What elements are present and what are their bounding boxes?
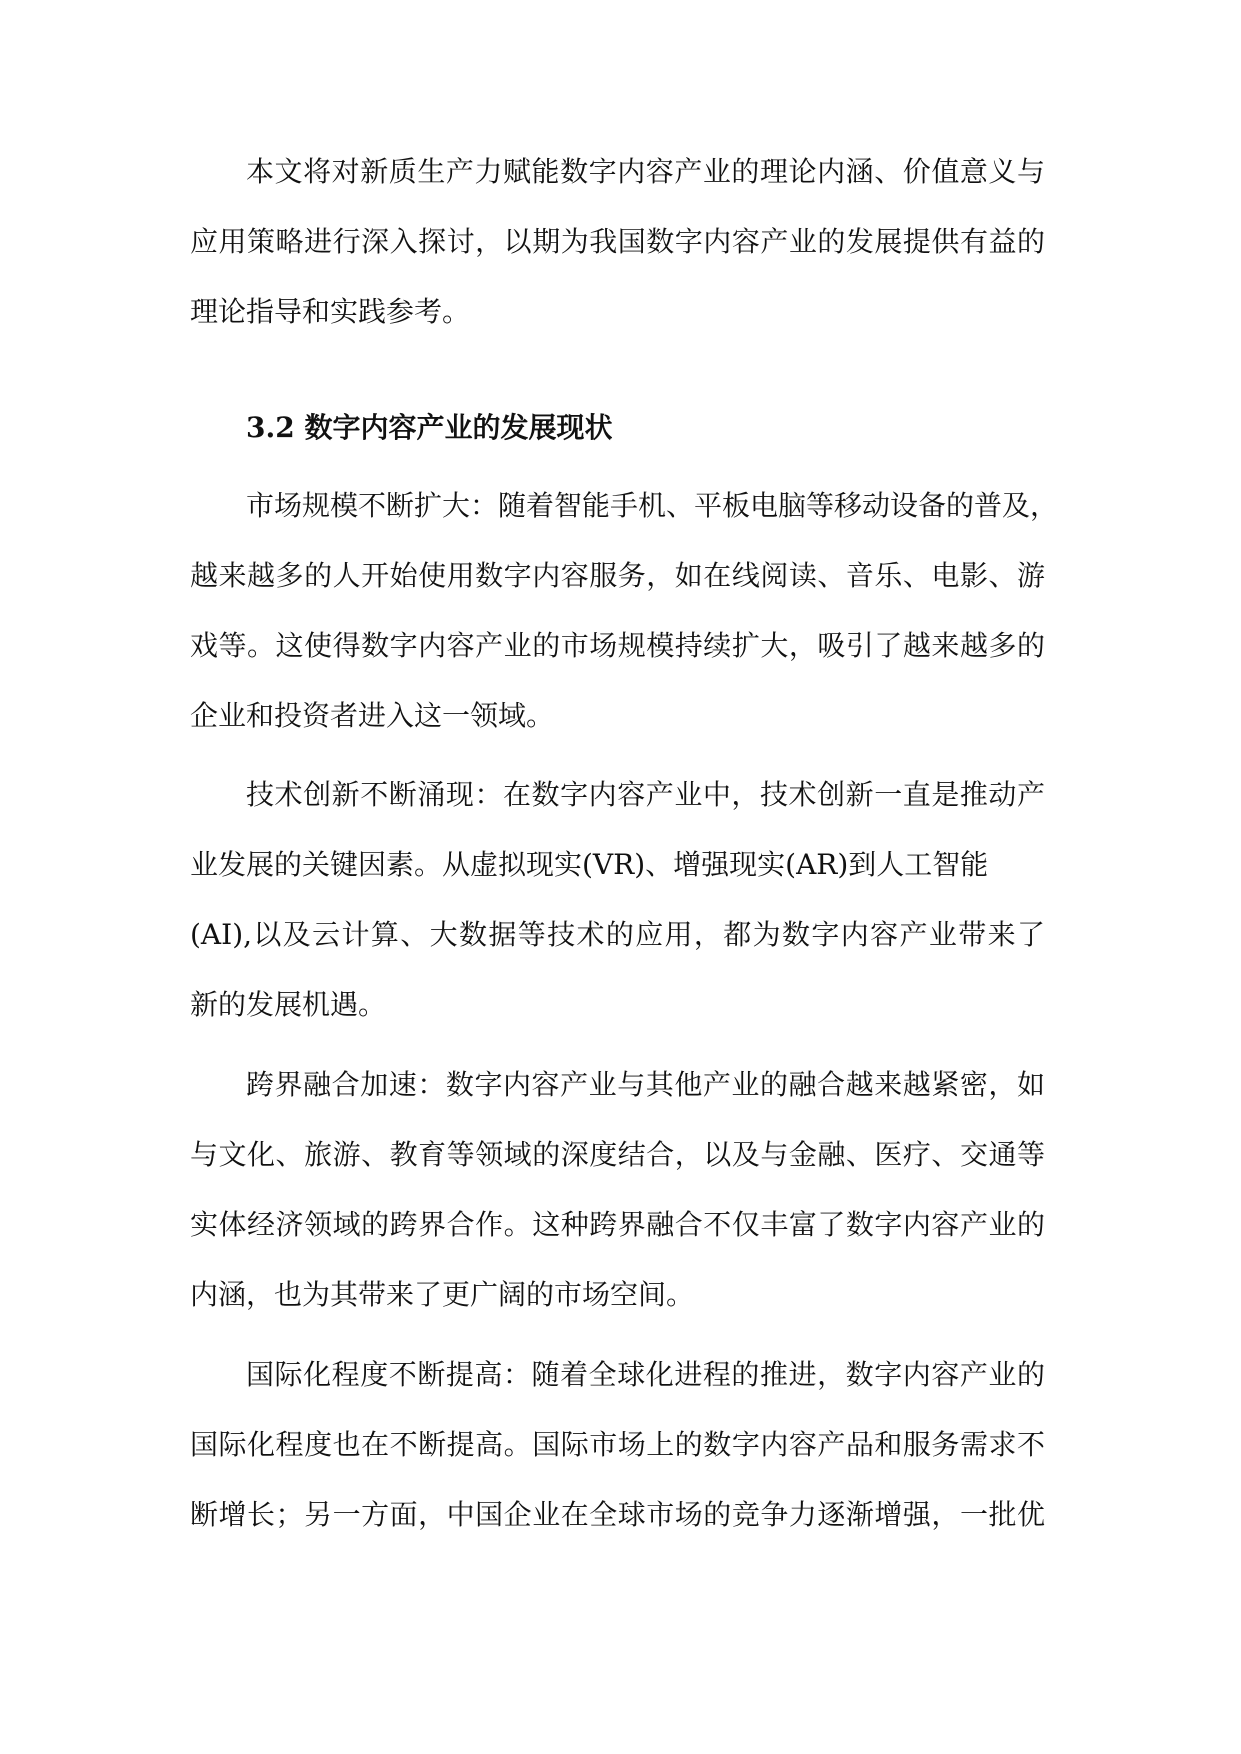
paragraph-line: 企业和投资者进入这一领域。	[190, 699, 555, 732]
paragraph-line: 戏等。这使得数字内容产业的市场规模持续扩大，吸引了越来越多的	[190, 629, 1045, 662]
paragraph-line: 新的发展机遇。	[190, 988, 387, 1021]
paragraph-line: 实体经济领域的跨界合作。这种跨界融合不仅丰富了数字内容产业的	[190, 1208, 1045, 1241]
intro-line: 理论指导和实践参考。	[190, 295, 471, 328]
paragraph-line: 国际化程度不断提高：随着全球化进程的推进，数字内容产业的	[246, 1358, 1045, 1391]
paragraph-line: 断增长；另一方面，中国企业在全球市场的竞争力逐渐增强，一批优	[190, 1498, 1045, 1531]
intro-line: 应用策略进行深入探讨，以期为我国数字内容产业的发展提供有益的	[190, 225, 1045, 258]
paragraph-line: 跨界融合加速：数字内容产业与其他产业的融合越来越紧密，如	[246, 1068, 1045, 1101]
paragraph-line: 与文化、旅游、教育等领域的深度结合，以及与金融、医疗、交通等	[190, 1138, 1045, 1171]
paragraph-line: 业发展的关键因素。从虚拟现实(VR)、增强现实(AR)到人工智能	[190, 848, 989, 881]
paragraph-line: 国际化程度也在不断提高。国际市场上的数字内容产品和服务需求不	[190, 1428, 1045, 1461]
paragraph-line: 市场规模不断扩大：随着智能手机、平板电脑等移动设备的普及，	[246, 489, 1059, 522]
paragraph-line: 越来越多的人开始使用数字内容服务，如在线阅读、音乐、电影、游	[190, 559, 1045, 592]
paragraph-line: (AI),以及云计算、大数据等技术的应用，都为数字内容产业带来了	[190, 918, 1045, 951]
paragraph-line: 内涵，也为其带来了更广阔的市场空间。	[190, 1278, 695, 1311]
paragraph-line: 技术创新不断涌现：在数字内容产业中，技术创新一直是推动产	[246, 778, 1045, 811]
section-heading: 3.2 数字内容产业的发展现状	[246, 411, 613, 444]
intro-line: 本文将对新质生产力赋能数字内容产业的理论内涵、价值意义与	[246, 155, 1045, 188]
